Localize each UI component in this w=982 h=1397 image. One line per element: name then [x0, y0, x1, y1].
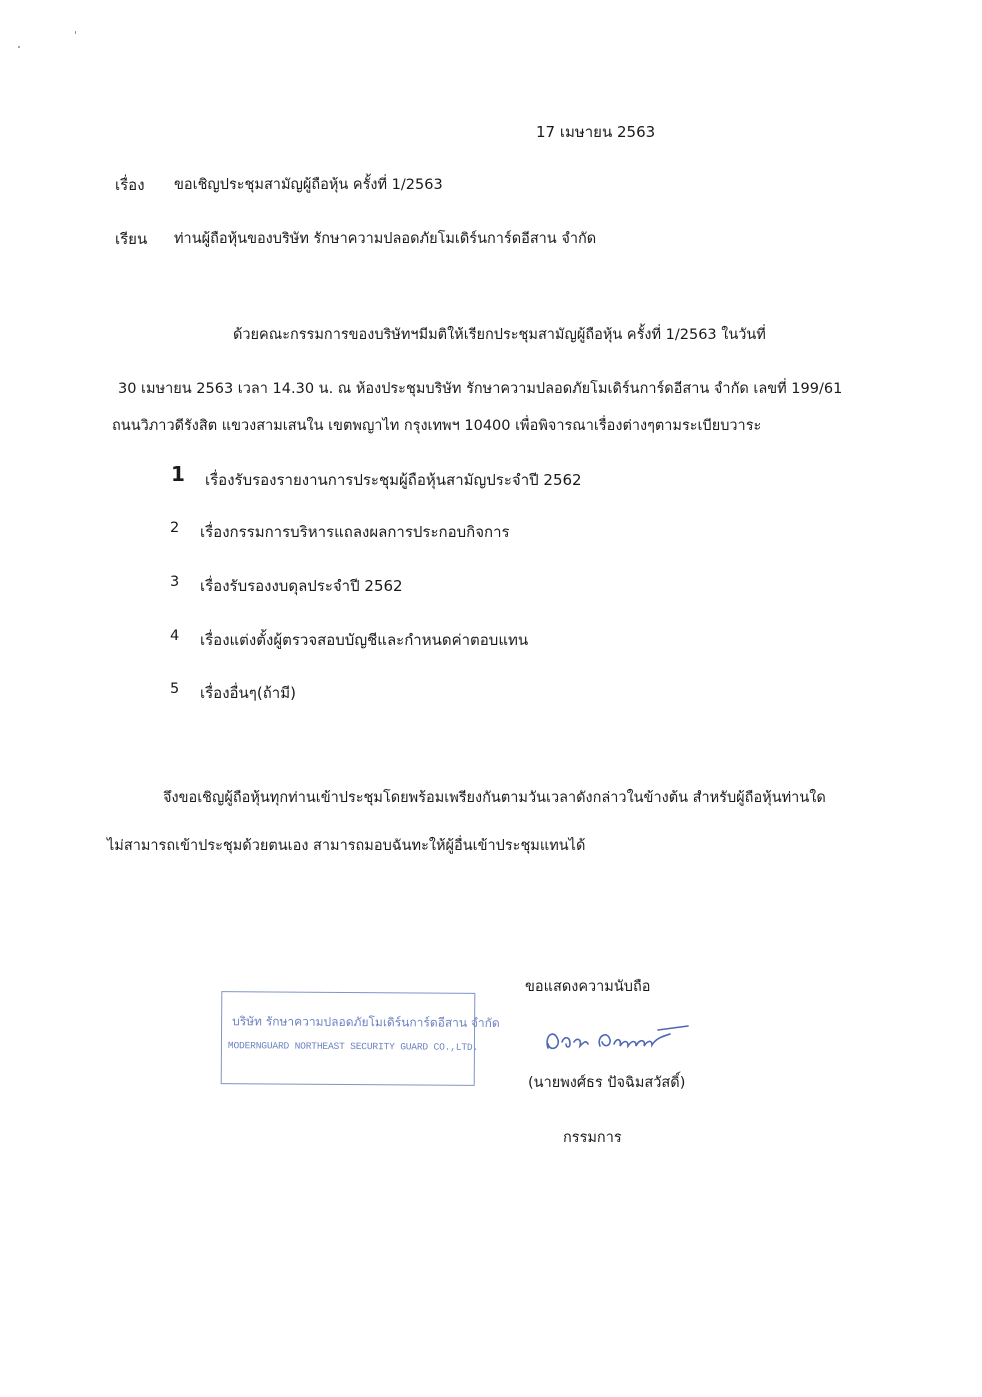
signer-name: (นายพงศ์ธร ปัจฉิมสวัสดิ์): [528, 1075, 686, 1091]
agenda-text: เรื่องอื่นๆ(ถ้ามี): [200, 684, 296, 702]
agenda-item: [171, 462, 191, 486]
stamp-thai-text: บริษัท รักษาความปลอดภัยโมเดิร์นการ์ดอีสาน จำกัด: [232, 1014, 500, 1031]
agenda-text: เรื่องรับรองรายงานการประชุมผู้ถือหุ้นสามัญประจำปี 2562: [205, 471, 582, 489]
stamp-english-text: MODERNGUARD NORTHEAST SECURITY GUARD CO.,LTD.: [227, 1040, 479, 1053]
body-line: ด้วยคณะกรรมการของบริษัทฯมีมติให้เรียกประชุมสามัญผู้ถือหุ้น ครั้งที่ 1/2563 ในวันที่: [233, 327, 766, 343]
subject-text: ขอเชิญประชุมสามัญผู้ถือหุ้น ครั้งที่ 1/2563: [174, 177, 443, 193]
recipient-label: เรียน: [115, 230, 148, 248]
letter-date: 17 เมษายน 2563: [536, 123, 656, 141]
company-stamp: [221, 991, 500, 1086]
agenda-number: 4: [170, 628, 180, 644]
agenda-number: 1: [171, 462, 185, 486]
agenda-number: 3: [170, 574, 180, 590]
handwritten-signature-icon: [540, 1018, 700, 1062]
body-line: 30 เมษายน 2563 เวลา 14.30 น. ณ ห้องประชุมบริษัท รักษาความปลอดภัยโมเดิร์นการ์ดอีสาน จำกัด เลขที่ 199/61: [118, 381, 843, 397]
scan-speck: [75, 31, 76, 34]
agenda-text: เรื่องกรรมการบริหารแถลงผลการประกอบกิจการ: [200, 523, 510, 541]
body-line: ถนนวิภาวดีรังสิต แขวงสามเสนใน เขตพญาไท กรุงเทพฯ 10400 เพื่อพิจารณาเรื่องต่างๆตามระเบียบวาระ: [112, 418, 762, 434]
agenda-text: เรื่องรับรองงบดุลประจำปี 2562: [200, 577, 403, 595]
agenda-number: 2: [170, 520, 180, 536]
regards-text: ขอแสดงความนับถือ: [525, 979, 651, 995]
subject-label: เรื่อง: [115, 176, 145, 194]
agenda-text: เรื่องแต่งตั้งผู้ตรวจสอบบัญชีและกำหนดค่าตอบแทน: [200, 631, 529, 649]
closing-line: จึงขอเชิญผู้ถือหุ้นทุกท่านเข้าประชุมโดยพร้อมเพรียงกันตามวันเวลาดังกล่าวในข้างต้น สำหรับผู้ถือหุ้นท่านใด: [163, 790, 826, 806]
agenda-number: 5: [170, 681, 180, 697]
signer-role: กรรมการ: [563, 1130, 622, 1146]
scan-speck: [18, 46, 20, 48]
recipient-text: ท่านผู้ถือหุ้นของบริษัท รักษาความปลอดภัยโมเดิร์นการ์ดอีสาน จำกัด: [174, 231, 597, 247]
closing-line: ไม่สามารถเข้าประชุมด้วยตนเอง สามารถมอบฉันทะให้ผู้อื่นเข้าประชุมแทนได้: [107, 838, 586, 854]
